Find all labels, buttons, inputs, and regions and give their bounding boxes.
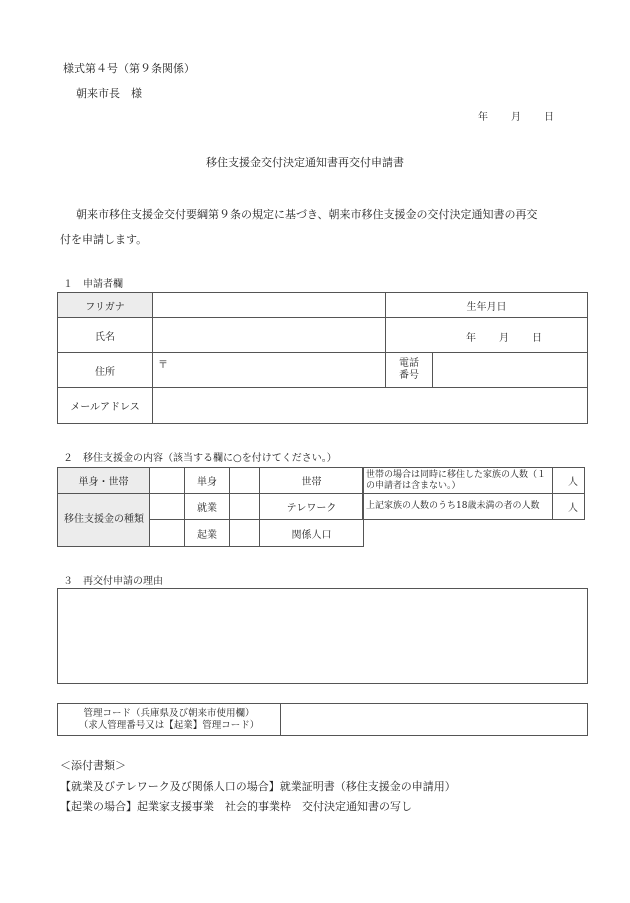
persons-unit: 人	[568, 503, 578, 514]
employment-label: 就業	[185, 494, 230, 520]
birth-month-label: 月	[499, 333, 509, 344]
name-field[interactable]	[153, 318, 386, 353]
household-count-label: 世帯の場合は同時に移住した家族の人数（１の申請者は含まない。）	[363, 468, 553, 494]
employment-checkbox[interactable]	[150, 494, 185, 520]
attachment-item: 【起業の場合】起業家支援事業 社会的事業枠 交付決定通知書の写し	[60, 800, 412, 813]
support-type-label: 移住支援金の種類	[58, 494, 150, 547]
birthdate-label: 生年月日	[386, 293, 588, 318]
management-code-table	[57, 703, 588, 736]
address-field[interactable]	[153, 353, 386, 388]
related-population-label: 関係人口	[260, 520, 364, 547]
telework-label: テレワーク	[260, 494, 364, 520]
birth-day-label: 日	[532, 333, 542, 344]
management-code-field[interactable]	[281, 704, 588, 736]
birth-year-label: 年	[466, 333, 476, 344]
startup-label: 起業	[185, 520, 230, 547]
section2-heading: ２ 移住支援金の内容（該当する欄に○を付けてください。）	[63, 453, 337, 464]
household-count-field[interactable]	[553, 468, 585, 494]
telework-checkbox[interactable]	[230, 494, 260, 520]
management-code-label: 管理コード（兵庫県及び朝来市使用欄） （求人管理番号又は【起業】管理コード）	[58, 704, 281, 736]
addressee: 朝来市長 様	[76, 87, 142, 100]
family-count-table	[362, 467, 585, 520]
attachments-heading: ＜添付書類＞	[60, 759, 126, 772]
date-month: 月	[511, 112, 521, 123]
intro-text-line1: 朝来市移住支援金交付要綱第９条の規定に基づき、朝来市移住支援金の交付決定通知書の再交	[76, 208, 538, 221]
furigana-field[interactable]	[153, 293, 386, 318]
birthdate-field[interactable]	[386, 318, 588, 353]
phone-field[interactable]	[433, 353, 588, 388]
section3-heading: ３ 再交付申請の理由	[63, 576, 163, 587]
applicant-table	[57, 292, 588, 424]
persons-unit: 人	[568, 477, 578, 488]
related-population-checkbox[interactable]	[230, 520, 260, 547]
reason-textarea[interactable]	[57, 588, 588, 684]
date-day: 日	[544, 112, 554, 123]
single-household-label: 単身・世帯	[58, 468, 150, 494]
postal-mark: 〒	[158, 360, 168, 371]
support-content-table	[57, 467, 364, 547]
under18-count-label: 上記家族の人数のうち18歳未満の者の人数	[363, 494, 553, 520]
single-label: 単身	[185, 468, 230, 494]
under18-count-field[interactable]	[553, 494, 585, 520]
email-field[interactable]	[153, 388, 588, 424]
single-checkbox[interactable]	[150, 468, 185, 494]
furigana-label: フリガナ	[58, 293, 153, 318]
date-year: 年	[478, 112, 488, 123]
phone-label: 電話 番号	[386, 353, 433, 388]
startup-checkbox[interactable]	[150, 520, 185, 547]
name-label: 氏名	[58, 318, 153, 353]
email-label: メールアドレス	[58, 388, 153, 424]
household-label: 世帯	[260, 468, 364, 494]
intro-text-line2: 付を申請します。	[60, 233, 148, 246]
household-checkbox[interactable]	[230, 468, 260, 494]
form-number: 様式第４号（第９条関係）	[63, 62, 195, 75]
section1-heading: １ 申請者欄	[63, 279, 123, 290]
address-label: 住所	[58, 353, 153, 388]
page-title: 移住支援金交付決定通知書再交付申請書	[206, 156, 404, 169]
attachment-item: 【就業及びテレワーク及び関係人口の場合】就業証明書（移住支援金の申請用）	[60, 780, 456, 793]
